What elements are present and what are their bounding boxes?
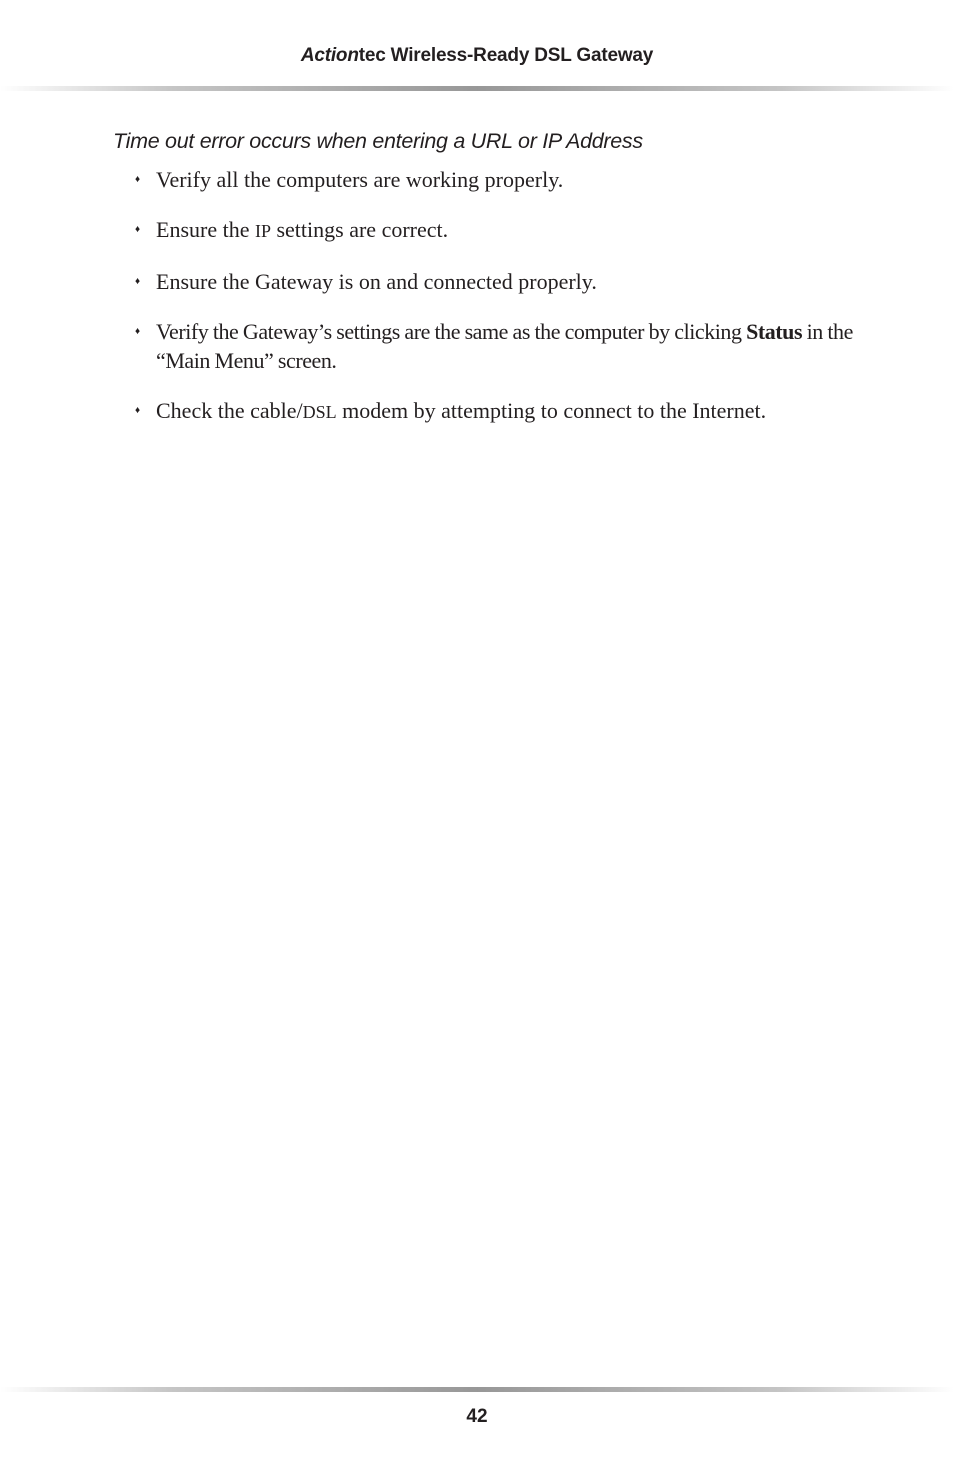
section-heading: Time out error occurs when entering a URL or IP Address (113, 129, 643, 153)
header-brand-italic: Action (300, 45, 359, 66)
list-item-text-after: in the “Main Menu” screen. (156, 319, 853, 373)
list-item-text-after: settings are correct. (270, 217, 449, 242)
list-item-text-after: modem by attempting to connect to the Internet. (336, 398, 767, 423)
list-item (133, 165, 868, 194)
header-divider (0, 86, 954, 91)
list-item (133, 396, 868, 427)
diamond-bullet-icon: ♦ (135, 224, 141, 235)
list-item-text: Verify all the computers are working properly. (156, 167, 564, 192)
list-item-text-before: Verify the Gateway’s settings are the same as the computer by clicking (156, 319, 747, 344)
list-item-abbr: IP (254, 221, 271, 241)
footer-divider (0, 1387, 954, 1392)
list-item (133, 317, 868, 375)
list-item (133, 267, 868, 296)
header-title-rest: tec Wireless-Ready DSL Gateway (358, 45, 654, 66)
diamond-bullet-icon: ♦ (135, 405, 141, 416)
list-item-bold: Status (746, 319, 803, 344)
page-number: 42 (466, 1406, 488, 1427)
list-item-text: Ensure the Gateway is on and connected properly. (156, 269, 597, 294)
list-item (133, 215, 868, 246)
list-item-text-before: Check the cable/ (156, 398, 303, 423)
diamond-bullet-icon: ♦ (135, 326, 140, 337)
list-item-text-before: Ensure the (156, 217, 255, 242)
troubleshooting-list (133, 165, 868, 448)
diamond-bullet-icon: ♦ (135, 174, 141, 185)
list-item-abbr: DSL (302, 402, 337, 422)
diamond-bullet-icon: ♦ (135, 276, 141, 287)
running-header (0, 44, 954, 68)
